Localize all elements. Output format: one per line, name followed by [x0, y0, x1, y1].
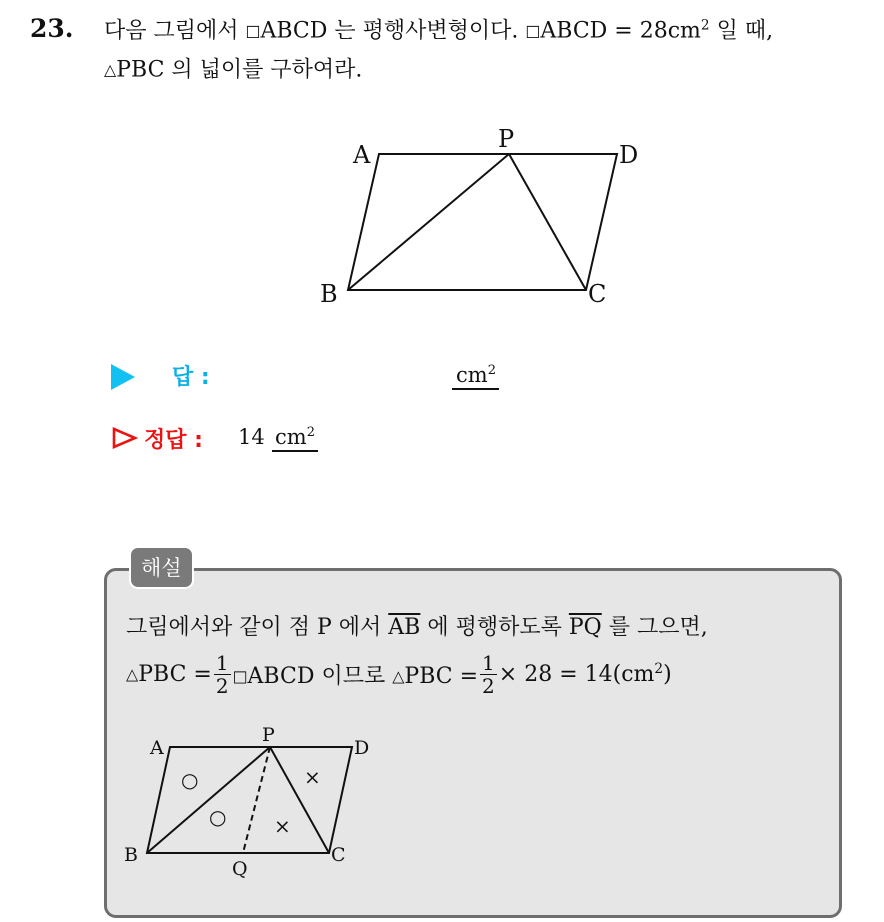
square-symbol: □: [525, 21, 541, 40]
solution-text: 를 그으면,: [601, 615, 708, 640]
label-a: A: [150, 737, 164, 759]
answer-unit: [452, 362, 499, 390]
solution-text: ): [663, 662, 672, 687]
correct-answer-value: 14: [238, 425, 265, 449]
label-c: C: [331, 844, 346, 866]
solution-text: ABCD 이므로: [247, 664, 393, 689]
square-symbol: □: [245, 21, 261, 40]
segment-pb: [348, 154, 509, 290]
label-p: P: [498, 125, 515, 153]
fraction-half: [480, 652, 497, 697]
segment-pq-notation: $\overline{PQ}$: [568, 615, 602, 640]
cross-mark: ×: [304, 765, 321, 789]
square-symbol: □: [232, 666, 248, 686]
question-number: 23.: [30, 14, 74, 43]
segment-pb-solution: [147, 747, 270, 853]
fraction-denominator: 2: [482, 674, 495, 698]
fraction-denominator: 2: [215, 674, 229, 698]
answer-arrow-icon: [111, 364, 135, 390]
correct-unit-text: cm: [275, 425, 307, 449]
fraction-numerator: 1: [482, 651, 495, 675]
correct-arrow-icon: [112, 427, 138, 449]
solution-figure: [118, 722, 388, 884]
solution-line1: [126, 610, 708, 641]
label-q: Q: [232, 858, 248, 880]
label-b: B: [124, 844, 138, 866]
circle-mark: ○: [209, 805, 227, 829]
solution-text: 그림에서와 같이 점 P 에서: [126, 615, 389, 640]
fraction-numerator: 1: [215, 651, 229, 675]
cross-mark: ×: [274, 814, 291, 838]
label-d: D: [354, 737, 370, 759]
triangle-symbol: △: [104, 60, 117, 79]
solution-text: 에 평행하도록: [420, 615, 569, 640]
superscript: 2: [306, 425, 315, 441]
segment-ab-notation: $\overline{AB}$: [388, 615, 421, 640]
question-text: PBC 의 넓이를 구하여라.: [116, 57, 363, 83]
label-a: A: [353, 141, 371, 169]
parallelogram-figure: [300, 115, 680, 310]
correct-answer-label: [112, 423, 203, 454]
label-d: D: [619, 141, 639, 169]
triangle-symbol: △: [392, 666, 405, 686]
question-text: ABCD 는 평행사변형이다.: [260, 18, 526, 44]
answer-unit-text: cm: [456, 363, 488, 387]
answer-label: 답 :: [172, 365, 210, 390]
segment-pq-dashed: [243, 747, 270, 853]
fraction-half: [214, 652, 231, 697]
solution-line2: [126, 652, 672, 712]
correct-answer-unit: [272, 424, 318, 452]
label-b: B: [320, 280, 338, 308]
parallelogram-abcd: [348, 154, 617, 290]
correct-label-text: 정답 :: [144, 428, 203, 453]
question-text: 다음 그림에서: [104, 18, 246, 44]
superscript: 2: [487, 363, 496, 379]
triangle-symbol: △: [126, 664, 139, 684]
superscript: 2: [654, 660, 664, 677]
question-text: 일 때,: [709, 18, 774, 44]
label-p: P: [262, 724, 275, 746]
question-text-line1: [104, 16, 773, 47]
question-text: ABCD = 28cm: [540, 18, 701, 44]
label-c: C: [588, 280, 607, 308]
circle-mark: ○: [181, 768, 199, 792]
solution-tab: 해설: [129, 546, 194, 589]
segment-pc: [509, 154, 586, 290]
superscript: 2: [700, 17, 710, 34]
question-text-line2: [104, 55, 362, 86]
solution-text: PBC =: [404, 664, 479, 689]
solution-text: PBC =: [138, 662, 212, 687]
solution-text: × 28 = 14(cm: [498, 662, 655, 687]
